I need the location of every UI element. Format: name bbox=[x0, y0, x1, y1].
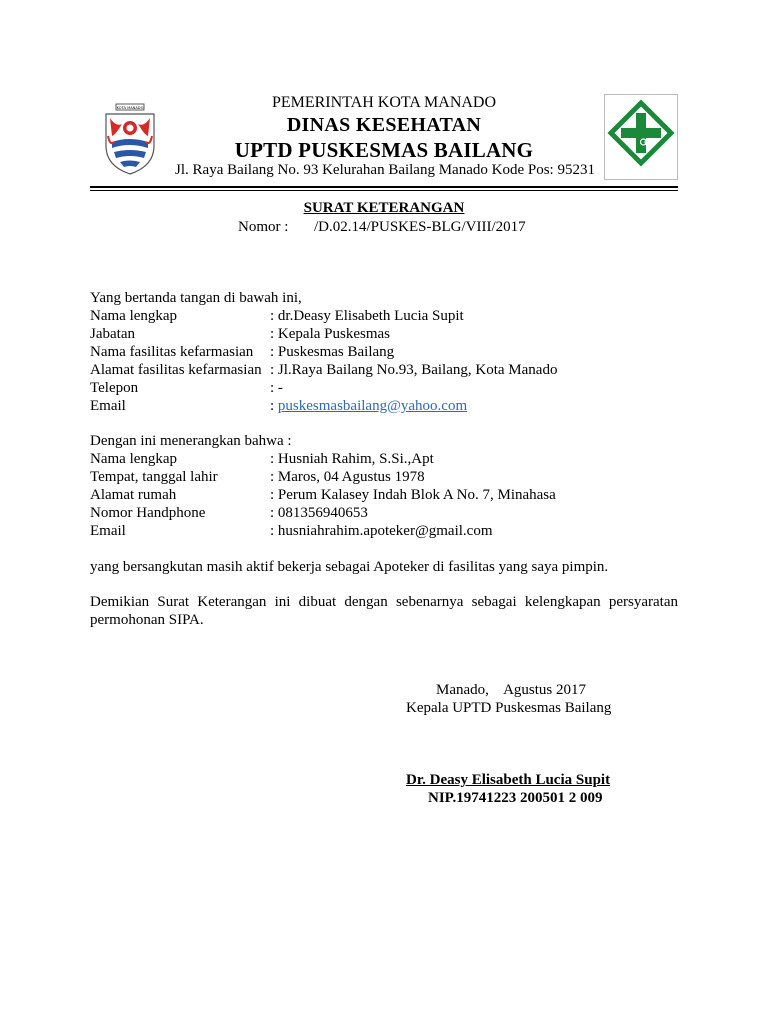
document-title: SURAT KETERANGAN bbox=[303, 200, 465, 216]
signature-nip: NIP.19741223 200501 2 009 bbox=[428, 790, 603, 806]
signature-place-date: Manado, Agustus 2017 bbox=[436, 682, 586, 698]
section2-intro: Dengan ini menerangkan bahwa : bbox=[90, 433, 292, 449]
section1-row: Email : puskesmasbailang@yahoo.com bbox=[90, 398, 468, 414]
section1-row: Nama fasilitas kefarmasian : Puskesmas Bailang bbox=[90, 344, 395, 360]
section2-row: Email : husniahrahim.apoteker@gmail.com bbox=[90, 523, 493, 539]
section1-intro: Yang bertanda tangan di bawah ini, bbox=[90, 290, 302, 306]
section2-row: Alamat rumah : Perum Kalasey Indah Blok A No. 7, Minahasa bbox=[90, 487, 556, 503]
section1-row: Telepon : - bbox=[90, 380, 283, 396]
section2-row: Nomor Handphone : 081356940653 bbox=[90, 505, 368, 521]
header-divider-thick bbox=[90, 186, 678, 188]
section1-row: Alamat fasilitas kefarmasian : Jl.Raya Bailang No.93, Bailang, Kota Manado bbox=[90, 362, 558, 378]
signature-position: Kepala UPTD Puskesmas Bailang bbox=[406, 700, 612, 716]
puskesmas-logo bbox=[604, 94, 678, 180]
section1-row: Nama lengkap : dr.Deasy Elisabeth Lucia Supit bbox=[90, 308, 464, 324]
section2-row: Nama lengkap : Husniah Rahim, S.Si.,Apt bbox=[90, 451, 434, 467]
header-divider-thin bbox=[90, 190, 678, 191]
header-address: Jl. Raya Bailang No. 93 Kelurahan Bailang Manado Kode Pos: 95231 bbox=[175, 162, 595, 178]
cross-icon bbox=[605, 95, 677, 179]
nomor-label: Nomor : bbox=[238, 219, 289, 235]
header-government: PEMERINTAH KOTA MANADO bbox=[271, 94, 497, 111]
paragraph-closing: Demikian Surat Keterangan ini dibuat dengan sebenarnya sebagai kelengkapan persyaratan permohonan SIPA. bbox=[90, 594, 678, 628]
header-agency: DINAS KESEHATAN bbox=[286, 114, 482, 136]
svg-text:KOTA MANADO: KOTA MANADO bbox=[116, 105, 144, 110]
nomor-value: /D.02.14/PUSKES-BLG/VIII/2017 bbox=[314, 219, 526, 235]
section1-row: Jabatan : Kepala Puskesmas bbox=[90, 326, 390, 342]
section2-row: Tempat, tanggal lahir : Maros, 04 Agustus 1978 bbox=[90, 469, 425, 485]
email-link[interactable]: puskesmasbailang@yahoo.com bbox=[277, 398, 468, 414]
signature-name: Dr. Deasy Elisabeth Lucia Supit bbox=[406, 772, 611, 788]
document-number bbox=[238, 219, 526, 236]
header-unit: UPTD PUSKESMAS BAILANG bbox=[234, 138, 534, 162]
paragraph-status: yang bersangkutan masih aktif bekerja sebagai Apoteker di fasilitas yang saya pimpin. bbox=[90, 559, 609, 575]
